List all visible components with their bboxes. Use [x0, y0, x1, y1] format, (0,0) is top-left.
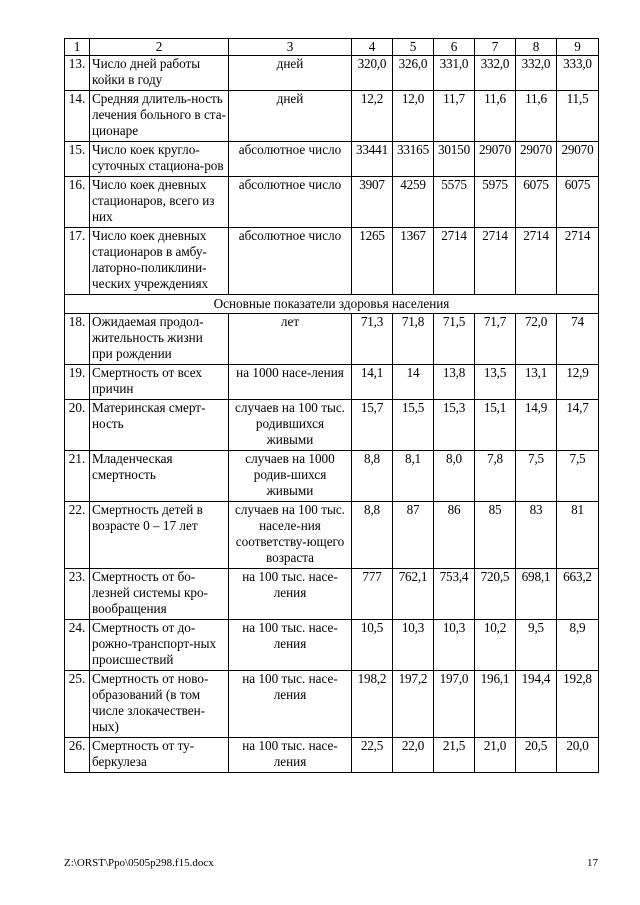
indicator-name: Число коек кругло-суточных стациона-ров: [90, 142, 229, 177]
value-cell: 14,9: [516, 400, 557, 451]
row-number: 19.: [65, 365, 90, 400]
value-cell: 21,5: [434, 738, 475, 773]
value-cell: 14,7: [557, 400, 599, 451]
indicator-name: Смертность от до-рожно-транспорт-ных происшествий: [90, 620, 229, 671]
unit-cell: случаев на 1000 родив-шихся живыми: [229, 451, 352, 502]
value-cell: 4259: [393, 177, 434, 228]
indicator-name: Младенческая смертность: [90, 451, 229, 502]
table-row: [65, 451, 599, 502]
value-cell: 10,3: [434, 620, 475, 671]
value-cell: 13,5: [475, 365, 516, 400]
value-cell: 5975: [475, 177, 516, 228]
value-cell: 21,0: [475, 738, 516, 773]
value-cell: 71,5: [434, 314, 475, 365]
table-row: [65, 738, 599, 773]
unit-cell: на 100 тыс. насе-ления: [229, 620, 352, 671]
indicator-name: Смертность от ново-образований (в том числе злокачествен-ных): [90, 671, 229, 738]
table-row: [65, 620, 599, 671]
table-row: [65, 177, 599, 228]
value-cell: 192,8: [557, 671, 599, 738]
indicator-name: Смертность детей в возрасте 0 – 17 лет: [90, 502, 229, 569]
row-number: 21.: [65, 451, 90, 502]
value-cell: 14: [393, 365, 434, 400]
table-row: [65, 400, 599, 451]
value-cell: 331,0: [434, 56, 475, 91]
row-number: 20.: [65, 400, 90, 451]
value-cell: 12,0: [393, 91, 434, 142]
value-cell: 8,9: [557, 620, 599, 671]
unit-cell: случаев на 100 тыс. населе-ния соответству-ющего возраста: [229, 502, 352, 569]
unit-cell: на 1000 насе-ления: [229, 365, 352, 400]
value-cell: 20,0: [557, 738, 599, 773]
row-number: 14.: [65, 91, 90, 142]
unit-cell: на 100 тыс. насе-ления: [229, 671, 352, 738]
file-path: Z:\ORST\Ppo\0505p298.f15.docx: [64, 857, 214, 869]
unit-cell: на 100 тыс. насе-ления: [229, 738, 352, 773]
value-cell: 14,1: [352, 365, 393, 400]
value-cell: 33441: [352, 142, 393, 177]
value-cell: 11,7: [434, 91, 475, 142]
value-cell: 15,3: [434, 400, 475, 451]
value-cell: 6075: [516, 177, 557, 228]
indicator-name: Ожидаемая продол-жительность жизни при рождении: [90, 314, 229, 365]
indicator-name: Средняя длитель-ность лечения больного в ста-ционаре: [90, 91, 229, 142]
table-row: [65, 569, 599, 620]
value-cell: 332,0: [516, 56, 557, 91]
value-cell: 8,8: [352, 451, 393, 502]
value-cell: 13,1: [516, 365, 557, 400]
value-cell: 12,9: [557, 365, 599, 400]
value-cell: 10,5: [352, 620, 393, 671]
column-header: 8: [516, 39, 557, 56]
value-cell: 7,5: [516, 451, 557, 502]
value-cell: 332,0: [475, 56, 516, 91]
unit-cell: абсолютное число: [229, 142, 352, 177]
table-row: [65, 314, 599, 365]
value-cell: 15,1: [475, 400, 516, 451]
value-cell: 10,3: [393, 620, 434, 671]
table-row: [65, 365, 599, 400]
indicator-name: Число коек дневных стационаров в амбу-латорно-поликлини-ческих учреждениях: [90, 228, 229, 295]
value-cell: 1367: [393, 228, 434, 295]
value-cell: 2714: [475, 228, 516, 295]
value-cell: 13,8: [434, 365, 475, 400]
table-row: [65, 671, 599, 738]
section-title: Основные показатели здоровья населения: [65, 295, 599, 314]
value-cell: 83: [516, 502, 557, 569]
value-cell: 11,5: [557, 91, 599, 142]
value-cell: 29070: [516, 142, 557, 177]
value-cell: 2714: [557, 228, 599, 295]
value-cell: 777: [352, 569, 393, 620]
value-cell: 198,2: [352, 671, 393, 738]
value-cell: 8,8: [352, 502, 393, 569]
value-cell: 10,2: [475, 620, 516, 671]
value-cell: 762,1: [393, 569, 434, 620]
column-header: 4: [352, 39, 393, 56]
value-cell: 333,0: [557, 56, 599, 91]
value-cell: 326,0: [393, 56, 434, 91]
row-number: 24.: [65, 620, 90, 671]
value-cell: 33165: [393, 142, 434, 177]
value-cell: 81: [557, 502, 599, 569]
value-cell: 663,2: [557, 569, 599, 620]
column-header: 3: [229, 39, 352, 56]
table-row: [65, 228, 599, 295]
column-header: 5: [393, 39, 434, 56]
table-row: [65, 502, 599, 569]
value-cell: 85: [475, 502, 516, 569]
value-cell: 7,5: [557, 451, 599, 502]
value-cell: 22,5: [352, 738, 393, 773]
value-cell: 72,0: [516, 314, 557, 365]
value-cell: 753,4: [434, 569, 475, 620]
value-cell: 11,6: [475, 91, 516, 142]
column-header: 9: [557, 39, 599, 56]
row-number: 15.: [65, 142, 90, 177]
section-header-row: [65, 295, 599, 314]
value-cell: 30150: [434, 142, 475, 177]
table-row: [65, 142, 599, 177]
value-cell: 15,5: [393, 400, 434, 451]
value-cell: 197,0: [434, 671, 475, 738]
value-cell: 15,7: [352, 400, 393, 451]
table-body: [65, 39, 599, 773]
value-cell: 2714: [516, 228, 557, 295]
value-cell: 3907: [352, 177, 393, 228]
row-number: 22.: [65, 502, 90, 569]
value-cell: 20,5: [516, 738, 557, 773]
row-number: 23.: [65, 569, 90, 620]
value-cell: 87: [393, 502, 434, 569]
indicator-name: Число коек дневных стационаров, всего из них: [90, 177, 229, 228]
indicator-name: Смертность от всех причин: [90, 365, 229, 400]
value-cell: 11,6: [516, 91, 557, 142]
row-number: 16.: [65, 177, 90, 228]
value-cell: 22,0: [393, 738, 434, 773]
value-cell: 86: [434, 502, 475, 569]
value-cell: 1265: [352, 228, 393, 295]
column-header: 2: [90, 39, 229, 56]
value-cell: 12,2: [352, 91, 393, 142]
indicators-table: [64, 38, 599, 773]
table-row: [65, 56, 599, 91]
unit-cell: абсолютное число: [229, 177, 352, 228]
value-cell: 71,8: [393, 314, 434, 365]
value-cell: 698,1: [516, 569, 557, 620]
value-cell: 720,5: [475, 569, 516, 620]
value-cell: 2714: [434, 228, 475, 295]
row-number: 17.: [65, 228, 90, 295]
unit-cell: лет: [229, 314, 352, 365]
value-cell: 9,5: [516, 620, 557, 671]
value-cell: 5575: [434, 177, 475, 228]
unit-cell: случаев на 100 тыс. родившихся живыми: [229, 400, 352, 451]
column-header: 7: [475, 39, 516, 56]
value-cell: 74: [557, 314, 599, 365]
indicator-name: Материнская смерт-ность: [90, 400, 229, 451]
unit-cell: абсолютное число: [229, 228, 352, 295]
row-number: 13.: [65, 56, 90, 91]
value-cell: 8,0: [434, 451, 475, 502]
value-cell: 7,8: [475, 451, 516, 502]
column-header: 6: [434, 39, 475, 56]
unit-cell: дней: [229, 56, 352, 91]
value-cell: 29070: [475, 142, 516, 177]
indicator-name: Смертность от бо-лезней системы кро-вообращения: [90, 569, 229, 620]
table-row: [65, 91, 599, 142]
value-cell: 320,0: [352, 56, 393, 91]
value-cell: 71,7: [475, 314, 516, 365]
value-cell: 196,1: [475, 671, 516, 738]
value-cell: 194,4: [516, 671, 557, 738]
indicator-name: Смертность от ту-беркулеза: [90, 738, 229, 773]
column-number-row: [65, 39, 599, 56]
unit-cell: на 100 тыс. насе-ления: [229, 569, 352, 620]
value-cell: 71,3: [352, 314, 393, 365]
column-header: 1: [65, 39, 90, 56]
value-cell: 197,2: [393, 671, 434, 738]
unit-cell: дней: [229, 91, 352, 142]
value-cell: 6075: [557, 177, 599, 228]
row-number: 25.: [65, 671, 90, 738]
page-number: 17: [587, 857, 598, 869]
value-cell: 29070: [557, 142, 599, 177]
row-number: 18.: [65, 314, 90, 365]
row-number: 26.: [65, 738, 90, 773]
value-cell: 8,1: [393, 451, 434, 502]
indicator-name: Число дней работы койки в году: [90, 56, 229, 91]
